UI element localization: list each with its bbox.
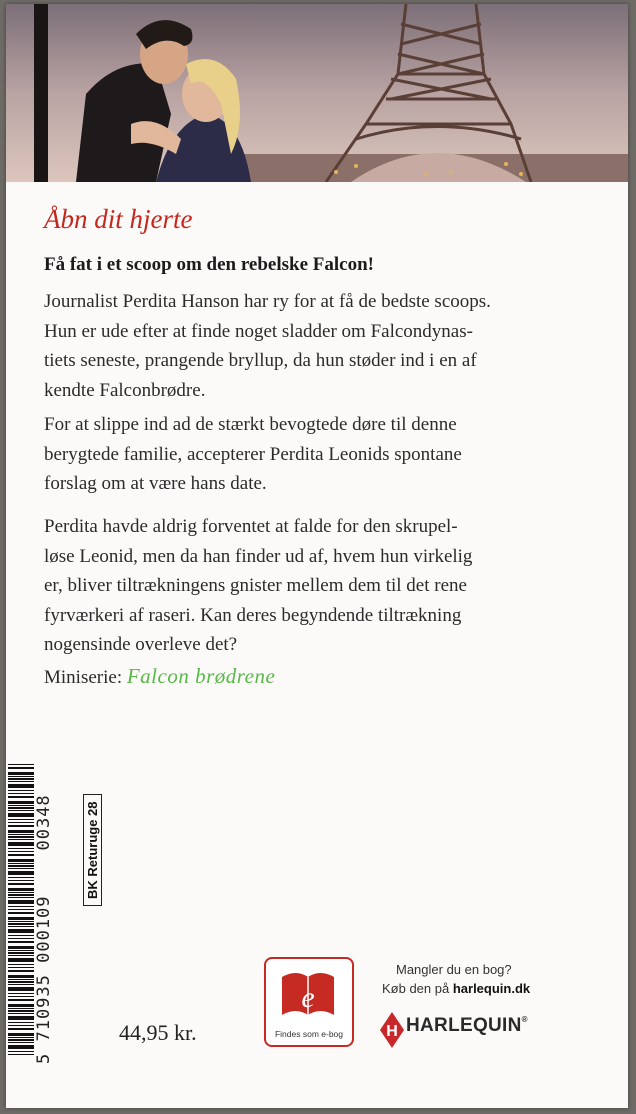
promo-prefix: Køb den på [382,981,450,996]
series-label: Miniserie: [44,667,123,688]
isbn-addon: 00348 [34,794,54,851]
paragraph-line: kendte Falconbrødre. [44,379,206,401]
paragraph-line: Journalist Perdita Hanson har ry for at få de bedste scoops. [44,291,491,312]
paragraph-1 [44,287,584,405]
paragraph-line: nogensinde overleve det? [44,634,238,655]
harlequin-logo [380,1012,528,1053]
paragraph-line: tiets seneste, prangende bryllup, da hun støder ind i en af [44,350,477,371]
ebook-caption: Findes som e-bog [274,1029,344,1039]
paragraph-line: forslag om at være hans date. [44,473,267,494]
paragraph-line: For at slippe ind ad de stærkt bevogtede døre til denne [44,414,457,435]
open-book-icon [278,965,338,1021]
paragraph-line: Perdita havde aldrig forventet at falde for den skrupel- [44,516,458,537]
harlequin-diamond-icon [380,1012,404,1048]
couple-eiffel-tower-photo [6,4,628,182]
logo-word-text: HARLEQUIN [406,1015,522,1036]
paragraph-line: er, bliver tiltrækningens gnister mellem dem til det rene [44,575,467,596]
return-week-label: BK Returuge 28 [83,794,102,906]
cover-photo [6,4,628,182]
registered-mark: ® [521,1015,528,1024]
logo-word [406,1015,528,1037]
paragraph-2 [44,410,584,499]
isbn-text [34,794,54,1064]
isbn-number: 5 710935 000109 [34,895,54,1064]
paragraph-line: fyrværkeri af raseri. Kan deres begyndende tiltrækning [44,604,462,626]
paragraph-line: berygtede familie, accepterer Perdita Leonids spontane [44,443,462,465]
series-name: Falcon brødrene [126,664,276,688]
logo-letter: H [386,1023,398,1040]
promo-site-link[interactable]: harlequin.dk [452,981,531,996]
series-line [44,664,275,689]
ebook-letter: e [301,981,315,1014]
promo-line-1: Mangler du en bog? [396,962,512,977]
paragraph-line: løse Leonid, men da han finder ud af, hvem hun virkelig [44,545,473,567]
ebook-badge [264,957,354,1047]
price: 44,95 kr. [119,1020,197,1045]
promo-line-2 [382,981,530,996]
paragraph-line: Hun er ude efter at finde noget sladder om Falcondynas- [44,320,473,342]
subtitle: Åbn dit hjerte [44,204,193,234]
book-back-cover [6,4,628,1108]
lead-sentence: Få fat i et scoop om den rebelske Falcon! [44,254,374,275]
paragraph-3 [44,512,584,660]
